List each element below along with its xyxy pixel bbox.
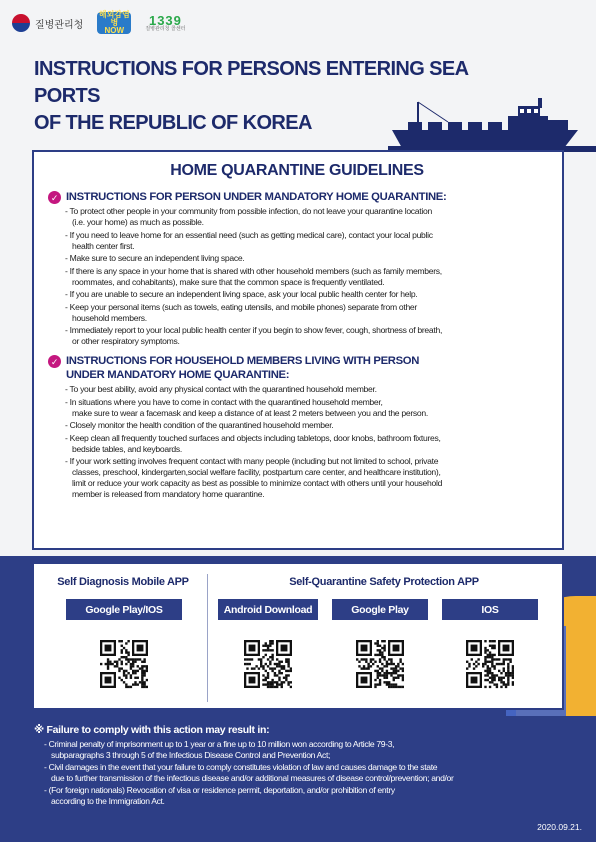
self-diagnosis-app-title: Self Diagnosis Mobile APP [57,576,189,588]
list-item: - If you need to leave home for an essential need (such as getting medical care), contact your local public health center first. [65,230,546,252]
check-icon: ✓ [48,355,61,368]
google-play-button[interactable]: Google Play [332,599,428,620]
list-item: - In situations where you have to come in contact with the quarantined household member, make sure to wear a facemask and keep a distance of at least 2 meters between you and the person. [65,397,546,419]
self-quarantine-app-title: Self-Quarantine Safety Protection APP [289,576,479,588]
now-logo-text: 해외감염병 NOW [98,10,130,35]
taeguk-icon [12,14,30,32]
list-item: - Make sure to secure an independent living space. [65,253,546,264]
list-item: - If you are unable to secure an independent living space, ask your local public health center for help. [65,289,546,300]
hotline-1339-logo [145,14,185,32]
publication-date: 2020.09.21. [537,822,582,832]
app-column-divider [207,574,208,702]
list-item: - Criminal penalty of imprisonment up to 1 year or a fine up to 10 million won according to Article 79-3, subparagraphs 3 through 5 of the Infectious Disease Control and Prevention Act; [44,739,564,761]
list-item: - To your best ability, avoid any physical contact with the quarantined household member. [65,384,546,395]
qr-code-android-download[interactable] [244,628,292,700]
penalty-notice [34,724,564,808]
ship-icon [388,96,596,152]
list-item: - Civil damages in the event that your failure to comply constitutes violation of law and causes damage to the state due to further transmission of the infectious disease and/or additional measures of disease control/prevention; and/or [44,762,564,784]
list-item: - If there is any space in your home that is shared with other household members (such as family members, roommates, and cohabitants), make sure that the common space is frequently ventilated. [65,266,546,288]
ios-button[interactable]: IOS [442,599,538,620]
kdca-logo [12,14,83,32]
android-download-button[interactable]: Android Download [218,599,318,620]
app-download-box [32,562,564,710]
qr-code-google-play[interactable] [356,628,404,700]
section-heading-text: INSTRUCTIONS FOR HOUSEHOLD MEMBERS LIVING WITH PERSON UNDER MANDATORY HOME QUARANTINE: [66,355,420,381]
guidelines-title: HOME QUARANTINE GUIDELINES [170,162,424,179]
kdca-label: 질병관리청 [35,19,84,31]
list-item: - (For foreign nationals) Revocation of visa or residence permit, deportation, and/or prohibition of entry according to the Immigration Act. [44,785,564,807]
section-heading-household [48,354,546,382]
hotline-caption: 질병관리청 콜센터 [145,26,186,32]
qr-code-ios[interactable] [466,628,514,700]
overseas-infection-now-logo [97,12,131,34]
household-instructions-list [48,384,546,500]
qr-code-self-diagnosis[interactable] [100,628,148,700]
penalty-list [34,739,564,807]
check-icon: ✓ [48,191,61,204]
section-heading-text: INSTRUCTIONS FOR PERSON UNDER MANDATORY HOME QUARANTINE: [66,191,447,203]
title-line-2: OF THE REPUBLIC OF KOREA [34,112,312,134]
title-line-1: INSTRUCTIONS FOR PERSONS ENTERING SEA PORTS [34,58,468,107]
header-logos [12,10,186,36]
home-quarantine-guidelines-box [32,150,564,550]
list-item: - Immediately report to your local public health center if you begin to show fever, cough, shortness of breath, or other respiratory symptoms. [65,325,546,347]
section-heading-person [48,190,546,204]
self-diagnosis-store-button[interactable]: Google Play/IOS [66,599,182,620]
list-item: - Keep clean all frequently touched surfaces and objects including tabletops, door knobs, bathroom fixtures, bedside tables, and keyboards. [65,433,546,455]
hotline-number: 1339 [148,13,182,28]
list-item: - If your work setting involves frequent contact with many people (including but not limited to school, private classes, preschool, kindergarten,social welfare facility, postpartum care center, and healthcare institution), limit or reduce your work capacity as best as possible to minimize contact with others until your household member is released from mandatory home quarantine. [65,456,546,500]
list-item: - Keep your personal items (such as towels, eating utensils, and mobile phones) separate from other household members. [65,302,546,324]
list-item: - To protect other people in your community from possible infection, do not leave your quarantine location (i.e. your home) as much as possible. [65,206,546,228]
penalty-heading: ※ Failure to comply with this action may result in: [34,724,270,736]
list-item: - Closely monitor the health condition of the quarantined household member. [65,420,546,431]
person-instructions-list [48,206,546,347]
